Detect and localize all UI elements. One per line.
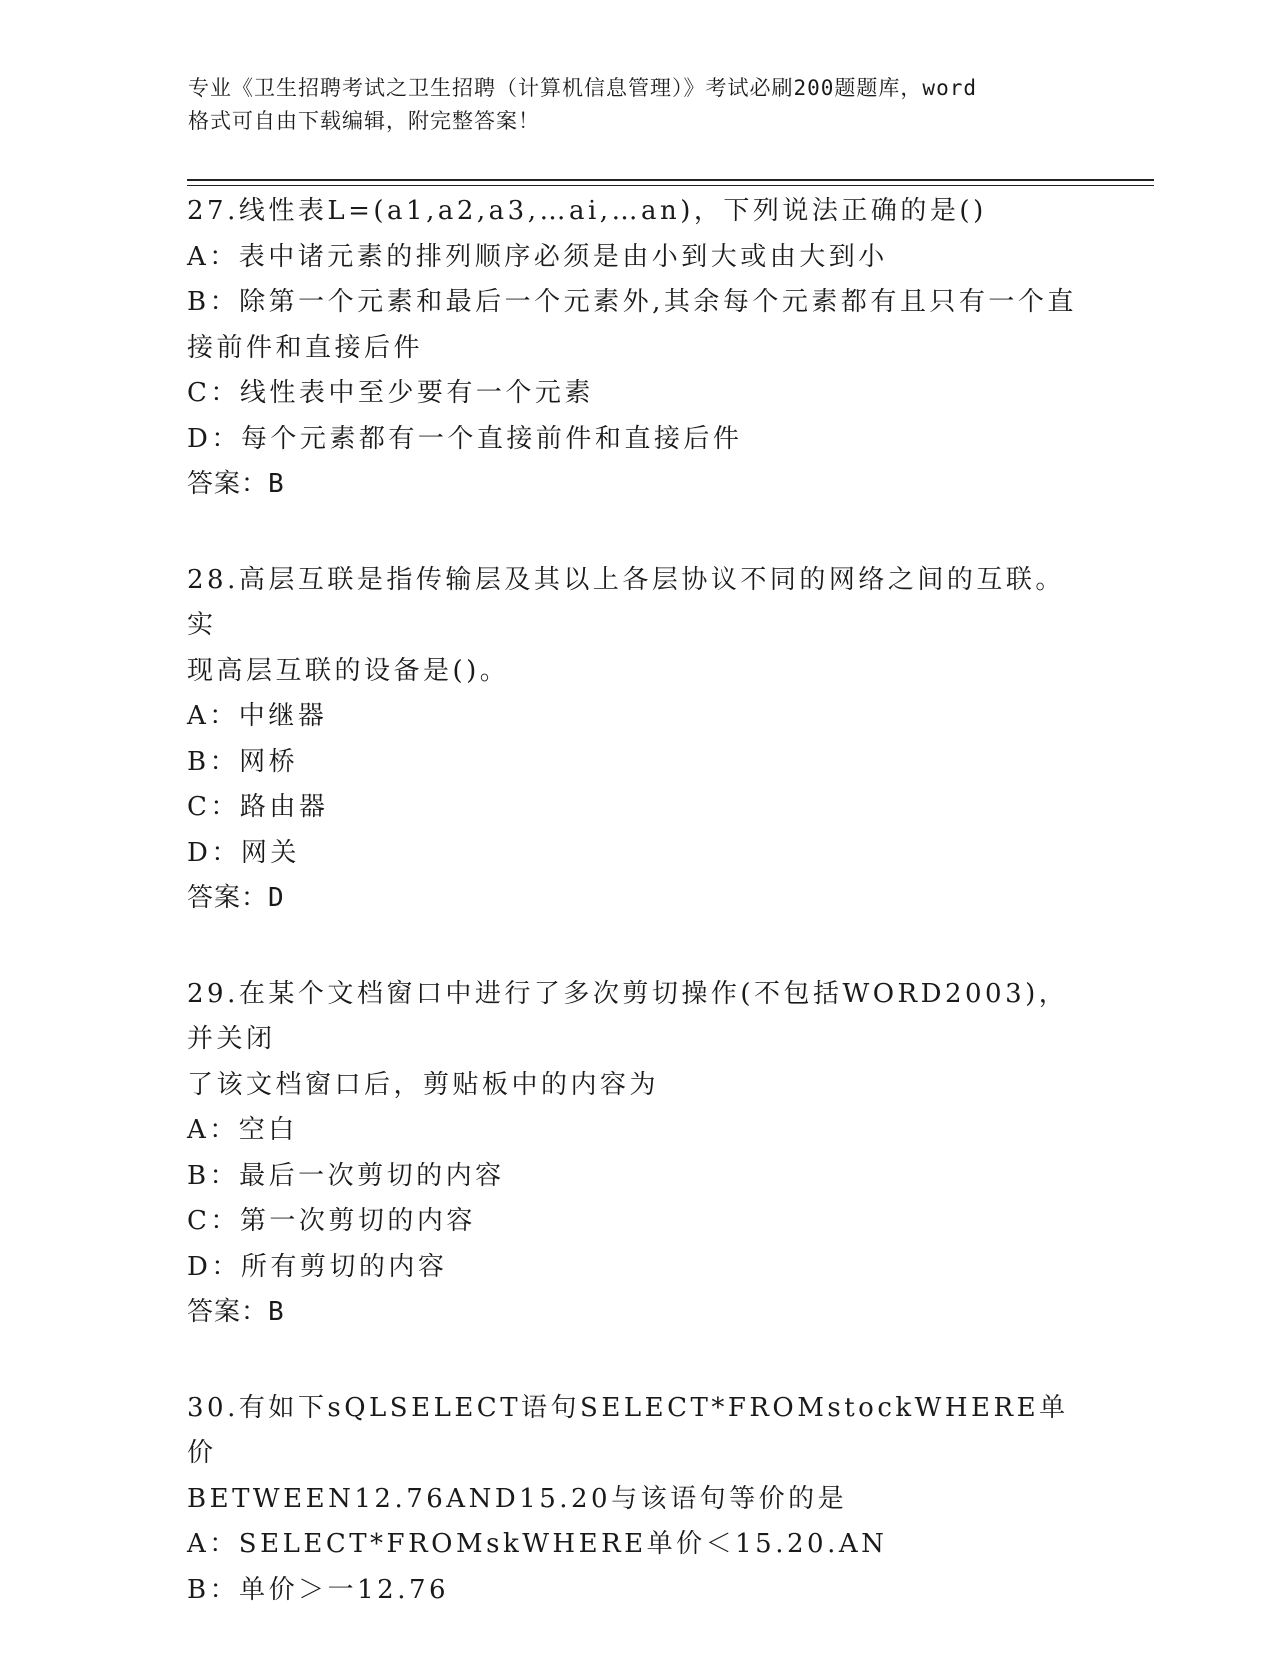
option-line: D：每个元素都有一个直接前件和直接后件 xyxy=(187,423,743,454)
option-line: C：线性表中至少要有一个元素 xyxy=(187,378,594,408)
header-divider-thin xyxy=(187,185,1154,186)
question-stem-line: 27.线性表L=(a1,a2,a3,…ai,…an)，下列说法正确的是() xyxy=(187,196,987,226)
question-stem-line: 现高层互联的设备是()。 xyxy=(187,655,510,686)
question-block xyxy=(187,189,1087,508)
answer-line xyxy=(187,462,1087,508)
option-line: D：所有剪切的内容 xyxy=(187,1251,448,1282)
question-list xyxy=(187,189,1087,1663)
option-line: C：路由器 xyxy=(187,792,329,822)
question-stem-line: 30.有如下sQLSELECT语句SELECT*FROMstockWHERE单价 xyxy=(187,1392,1069,1468)
question-stem-line: 了该文档窗口后，剪贴板中的内容为 xyxy=(187,1069,660,1100)
option-line: 接前件和直接后件 xyxy=(187,332,424,363)
answer-label: 答案： xyxy=(187,1297,269,1327)
option-line: C：第一次剪切的内容 xyxy=(187,1206,476,1236)
question-stem-line: BETWEEN12.76AND15.20与该语句等价的是 xyxy=(187,1483,848,1514)
document-header xyxy=(188,72,1088,138)
header-line-1: 专业《卫生招聘考试之卫生招聘（计算机信息管理）》考试必刷200题题库，word xyxy=(188,76,977,100)
answer-line xyxy=(187,1290,1087,1336)
answer-value: B xyxy=(268,1297,285,1327)
answer-value: D xyxy=(268,883,285,913)
header-line-2: 格式可自由下载编辑，附完整答案！ xyxy=(188,109,540,133)
option-line: B：除第一个元素和最后一个元素外,其余每个元素都有且只有一个直 xyxy=(187,287,1077,317)
option-line: D：网关 xyxy=(187,837,300,868)
option-line: A：表中诸元素的排列顺序必须是由小到大或由大到小 xyxy=(187,241,888,272)
question-stem-line: 29.在某个文档窗口中进行了多次剪切操作(不包括WORD2003)，并关闭 xyxy=(187,978,1069,1054)
answer-value: B xyxy=(268,469,285,499)
option-line: B：单价＞一12.76 xyxy=(187,1574,450,1605)
question-block xyxy=(187,1386,1087,1614)
option-line: A：空白 xyxy=(187,1115,298,1145)
option-line: B：最后一次剪切的内容 xyxy=(187,1160,505,1191)
option-line: B：网桥 xyxy=(187,746,299,777)
question-block xyxy=(187,972,1087,1336)
option-line: A：SELECT*FROMskWHERE单价＜15.20.AN xyxy=(187,1529,888,1559)
answer-label: 答案： xyxy=(187,469,269,499)
question-stem-line: 28.高层互联是指传输层及其以上各层协议不同的网络之间的互联。实 xyxy=(187,564,1065,640)
header-divider-thick xyxy=(187,179,1154,181)
question-block xyxy=(187,558,1087,922)
option-line: A：中继器 xyxy=(187,701,328,731)
answer-line xyxy=(187,876,1087,922)
answer-label: 答案： xyxy=(187,883,269,913)
